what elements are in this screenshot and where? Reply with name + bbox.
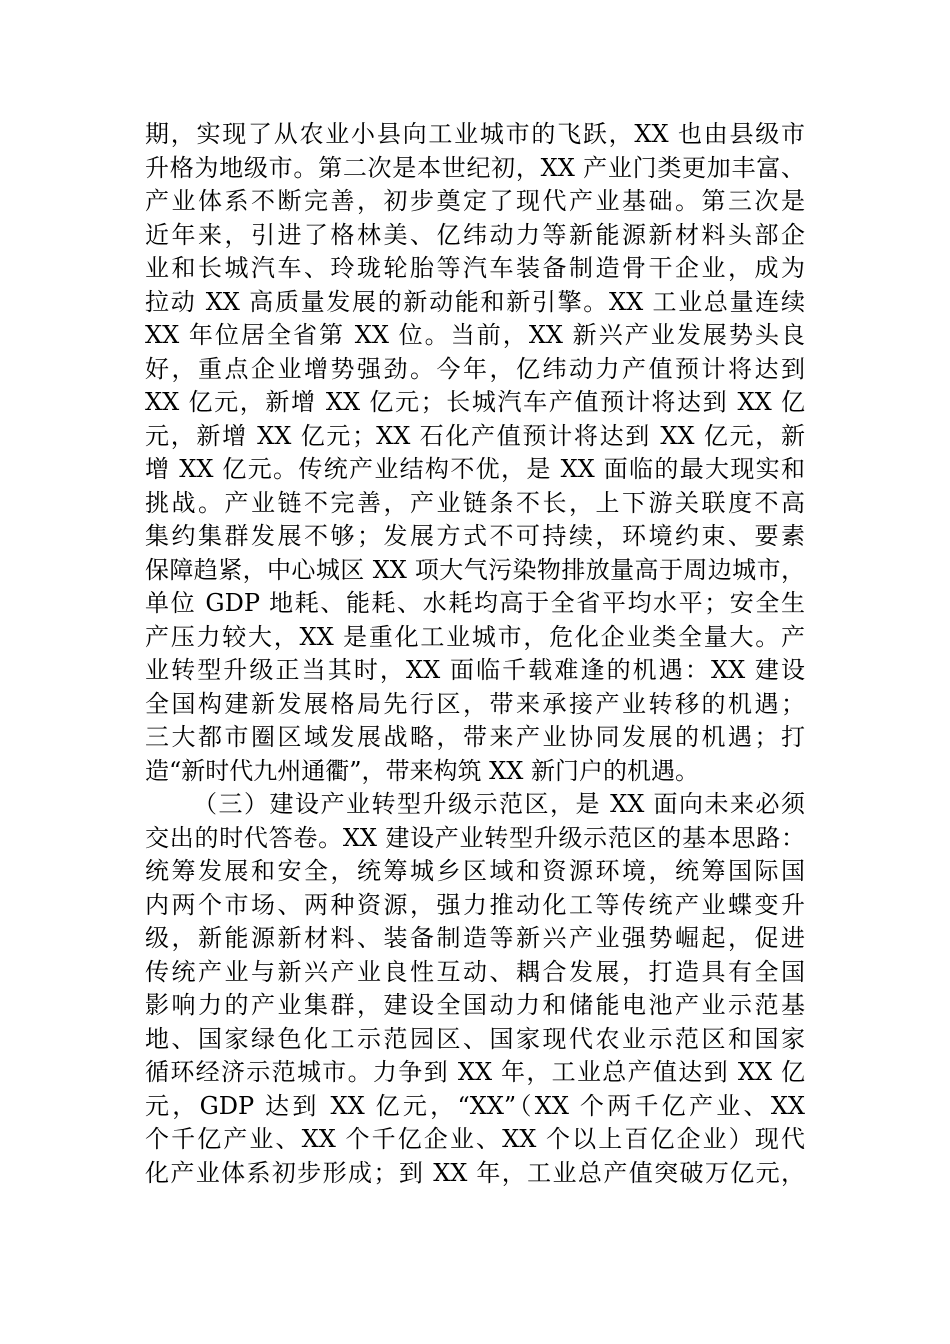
- text-line: 产压力较大，XX 是重化工业城市，危化企业类全量大。产: [145, 622, 805, 651]
- text-line: 业和长城汽车、玲珑轮胎等汽车装备制造骨干企业，成为: [145, 254, 805, 282]
- text-line: 单位 GDP 地耗、能耗、水耗均高于全省平均水平；安全生: [145, 589, 805, 617]
- text-line: 化产业体系初步形成；到 XX 年，工业总产值突破万亿元，: [145, 1158, 805, 1187]
- document-body: [145, 118, 805, 1190]
- text-line: 业转型升级正当其时，XX 面临千载难逢的机遇：XX 建设: [145, 656, 805, 684]
- text-line: 拉动 XX 高质量发展的新动能和新引擎。XX 工业总量连续: [145, 287, 805, 316]
- text-line: 级，新能源新材料、装备制造等新兴产业强势崛起，促进: [145, 924, 805, 952]
- text-line: 交出的时代答卷。XX 建设产业转型升级示范区的基本思路：: [145, 823, 805, 852]
- text-line: 三大都市圈区域发展战略，带来产业协同发展的机遇；打: [145, 723, 805, 751]
- paragraph-demonstration-zone: [145, 788, 805, 1190]
- paragraph-industry-history: [145, 118, 805, 788]
- text-line: 影响力的产业集群，建设全国动力和储能电池产业示范基: [145, 991, 805, 1019]
- text-line: 传统产业与新兴产业良性互动、耦合发展，打造具有全国: [145, 957, 805, 986]
- text-line: 好，重点企业增势强劲。今年，亿纬动力产值预计将达到: [145, 354, 805, 383]
- text-line: 期，实现了从农业小县向工业城市的飞跃，XX 也由县级市: [145, 120, 805, 148]
- text-line: 元，新增 XX 亿元；XX 石化产值预计将达到 XX 亿元，新: [145, 421, 805, 450]
- text-line: 地、国家绿色化工示范园区、国家现代农业示范区和国家: [145, 1024, 805, 1053]
- text-line: 造“新时代九州通衢”，带来构筑 XX 新门户的机遇。: [145, 756, 699, 785]
- text-line: 元，GDP 达到 XX 亿元，“XX”（XX 个两千亿产业、XX: [145, 1091, 805, 1120]
- text-line: 循环经济示范城市。力争到 XX 年，工业总产值达到 XX 亿: [145, 1058, 805, 1086]
- text-line: 增 XX 亿元。传统产业结构不优，是 XX 面临的最大现实和: [145, 455, 805, 483]
- text-line: 内两个市场、两种资源，强力推动化工等传统产业蝶变升: [145, 890, 805, 919]
- text-line: 产业体系不断完善，初步奠定了现代产业基础。第三次是: [145, 187, 805, 215]
- text-line: 个千亿产业、XX 个千亿企业、XX 个以上百亿企业）现代: [145, 1125, 805, 1153]
- text-line: 集约集群发展不够；发展方式不可持续，环境约束、要素: [145, 522, 805, 550]
- text-line: XX 亿元，新增 XX 亿元；长城汽车产值预计将达到 XX 亿: [145, 388, 805, 416]
- text-line: 统筹发展和安全，统筹城乡区域和资源环境，统筹国际国: [145, 857, 805, 885]
- text-line: 全国构建新发展格局先行区，带来承接产业转移的机遇；: [145, 689, 805, 718]
- text-line: 保障趋紧，中心城区 XX 项大气污染物排放量高于周边城市，: [145, 555, 805, 584]
- text-line: （三）建设产业转型升级示范区，是 XX 面向未来必须: [193, 790, 805, 818]
- text-line: XX 年位居全省第 XX 位。当前，XX 新兴产业发展势头良: [145, 321, 805, 349]
- text-line: 升格为地级市。第二次是本世纪初，XX 产业门类更加丰富、: [145, 153, 805, 182]
- text-line: 近年来，引进了格林美、亿纬动力等新能源新材料头部企: [145, 220, 805, 249]
- text-line: 挑战。产业链不完善，产业链条不长，上下游关联度不高: [145, 488, 805, 517]
